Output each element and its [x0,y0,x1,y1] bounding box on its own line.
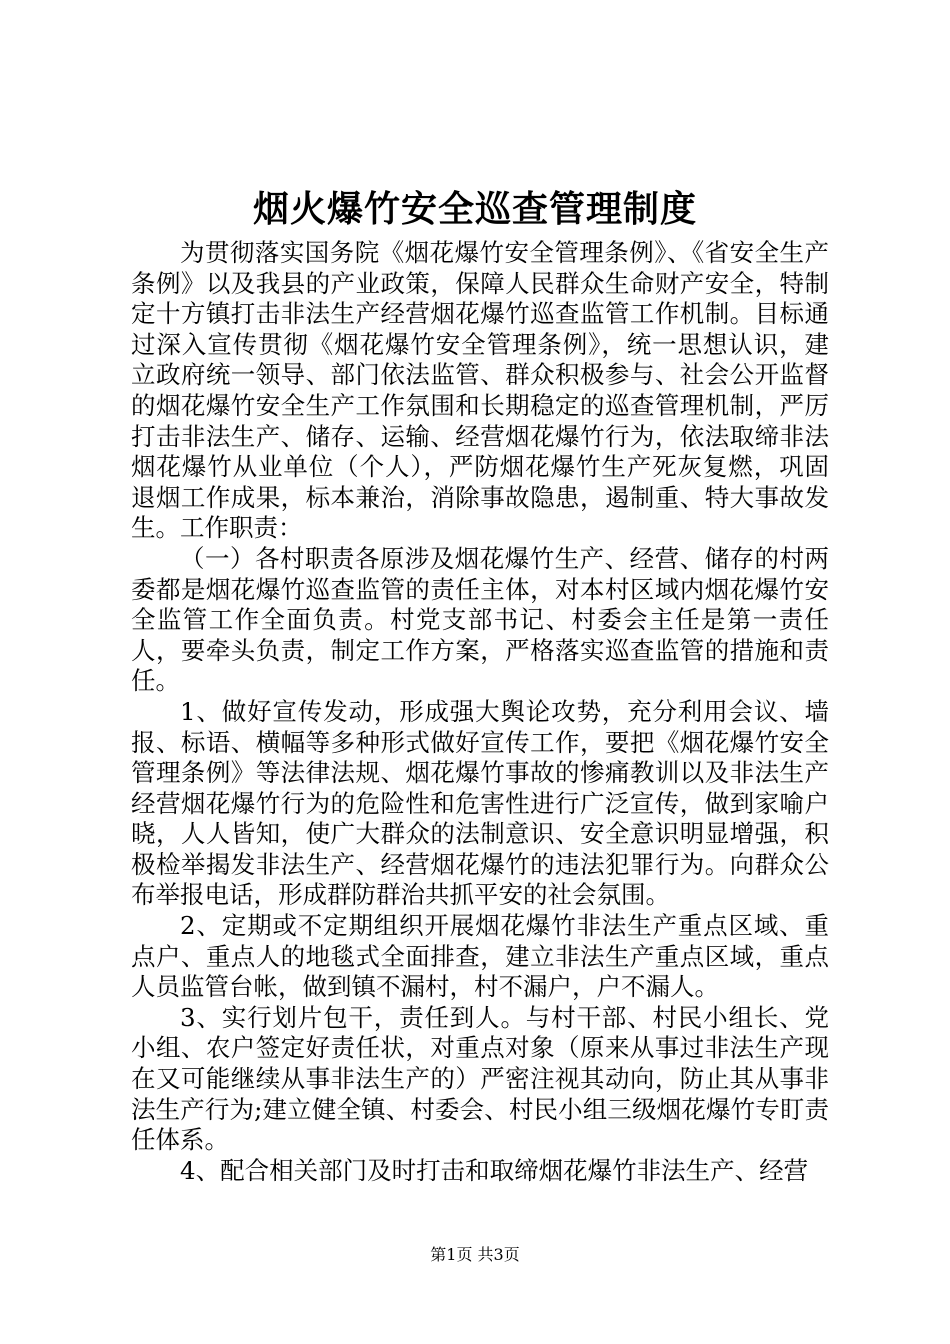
paragraph-village-duties: （一）各村职责各原涉及烟花爆竹生产、经营、储存的村两委都是烟花爆竹巡查监管的责任主体，对本村区域内烟花爆竹安全监管工作全面负责。村党支部书记、村委会主任是第一责任人，要牵头负责，制定工作方案，严格落实巡查监管的措施和责任。 [131,543,829,696]
page-footer: 第1页 共3页 [430,1245,520,1264]
paragraph-intro: 为贯彻落实国务院《烟花爆竹安全管理条例》、《省安全生产条例》以及我县的产业政策，保障人民群众生命财产安全，特制定十方镇打击非法生产经营烟花爆竹巡查监管工作机制。目标通过深入宣传贯彻《烟花爆竹安全管理条例》，统一思想认识，建立政府统一领导、部门依法监管、群众积极参与、社会公开监督的烟花爆竹安全生产工作氛围和长期稳定的巡查管理机制，严厉打击非法生产、储存、运输、经营烟花爆竹行为，依法取缔非法烟花爆竹从业单位（个人），严防烟花爆竹生产死灰复燃，巩固退烟工作成果，标本兼治，消除事故隐患，遏制重、特大事故发生。工作职责： [131,238,829,543]
paragraph-item-4: 4、配合相关部门及时打击和取缔烟花爆竹非法生产、经营 [180,1155,809,1185]
paragraph-item-1: 1、做好宣传发动，形成强大舆论攻势，充分利用会议、墙报、标语、横幅等多种形式做好宣传工作，要把《烟花爆竹安全管理条例》等法律法规、烟花爆竹事故的惨痛教训以及非法生产经营烟花爆竹行为的危险性和危害性进行广泛宣传，做到家喻户晓，人人皆知，使广大群众的法制意识、安全意识明显增强，积极检举揭发非法生产、经营烟花爆竹的违法犯罪行为。向群众公布举报电话，形成群防群治共抓平安的社会氛围。 [131,696,829,910]
document-body [131,238,829,1186]
paragraph-item-2: 2、定期或不定期组织开展烟花爆竹非法生产重点区域、重点户、重点人的地毯式全面排查，建立非法生产重点区域，重点人员监管台帐，做到镇不漏村，村不漏户，户不漏人。 [131,911,829,1002]
document-title: 烟火爆竹安全巡查管理制度 [252,189,697,230]
paragraph-item-3: 3、实行划片包干，责任到人。与村干部、村民小组长、党小组、农户签定好责任状，对重点对象（原来从事过非法生产现在又可能继续从事非法生产的）严密注视其动向，防止其从事非法生产行为;建立健全镇、村委会、村民小组三级烟花爆竹专盯责任体系。 [131,1002,829,1155]
